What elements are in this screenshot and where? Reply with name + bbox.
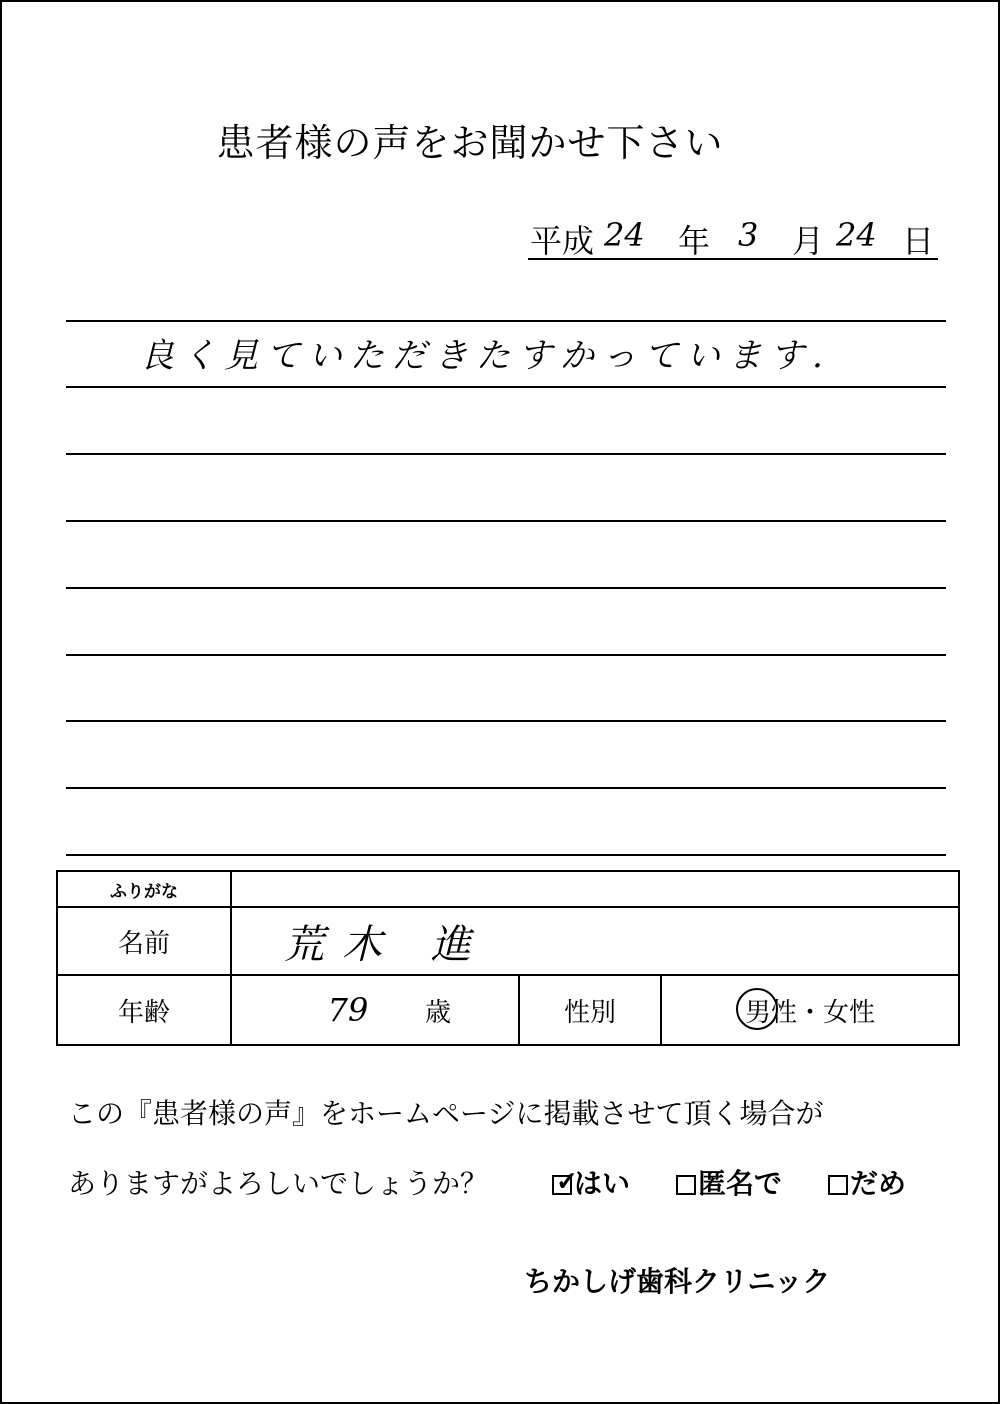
option-yes-label: はい [574,1167,631,1200]
gender-label: 性別 [563,997,616,1028]
option-anonymous-label: 匿名で [698,1167,783,1200]
date-day-label: 日 [902,222,935,260]
furigana-label: ふりがな [110,881,178,902]
ruled-line [66,587,946,589]
date-year: 24 [604,216,645,254]
check-mark-icon: ✓ [556,1167,578,1197]
selected-circle-mark [736,988,778,1030]
date-month: 3 [738,216,759,254]
gender-option-female[interactable]: 女性 [823,997,876,1028]
option-anonymous[interactable] [676,1162,782,1202]
name-label: 名前 [117,928,170,959]
gender-option-male[interactable]: 男性 [744,997,797,1028]
ruled-line [66,386,946,388]
ruled-line [66,520,946,522]
furigana-value [232,872,958,906]
age-label: 年齢 [117,997,170,1028]
date-field [528,214,938,260]
age-unit: 歳 [424,997,451,1028]
ruled-line [66,320,946,322]
date-month-label: 月 [792,222,825,260]
date-year-label: 年 [678,222,711,260]
checkbox-yes[interactable] [552,1167,578,1197]
gender-separator: ・ [796,997,823,1028]
checkbox-anonymous[interactable] [676,1175,696,1195]
patient-info-table [56,870,960,1046]
date-day: 24 [836,216,877,254]
ruled-line [66,720,946,722]
name-value: 荒木 進 [284,921,489,968]
publish-question-line2: ありますがよろしいでしょうか？ [68,1167,489,1200]
gender-options [662,976,958,1044]
ruled-line [66,854,946,856]
date-era: 平成 [530,222,595,260]
checkbox-no[interactable] [828,1175,848,1195]
option-yes[interactable] [552,1162,630,1202]
option-no[interactable] [828,1162,906,1202]
form-title: 患者様の声をお聞かせ下さい [216,121,724,165]
clinic-name: ちかしげ歯科クリニック [524,1265,831,1298]
publish-question-line1: この『患者様の声』をホームページに掲載させて頂く場合が [68,1097,824,1130]
option-no-label: だめ [850,1167,907,1200]
ruled-line [66,654,946,656]
ruled-line [66,453,946,455]
age-value: 79 [327,991,369,1029]
ruled-line [66,787,946,789]
comment-text: 良く見ていただきたすかっています. [140,336,831,376]
